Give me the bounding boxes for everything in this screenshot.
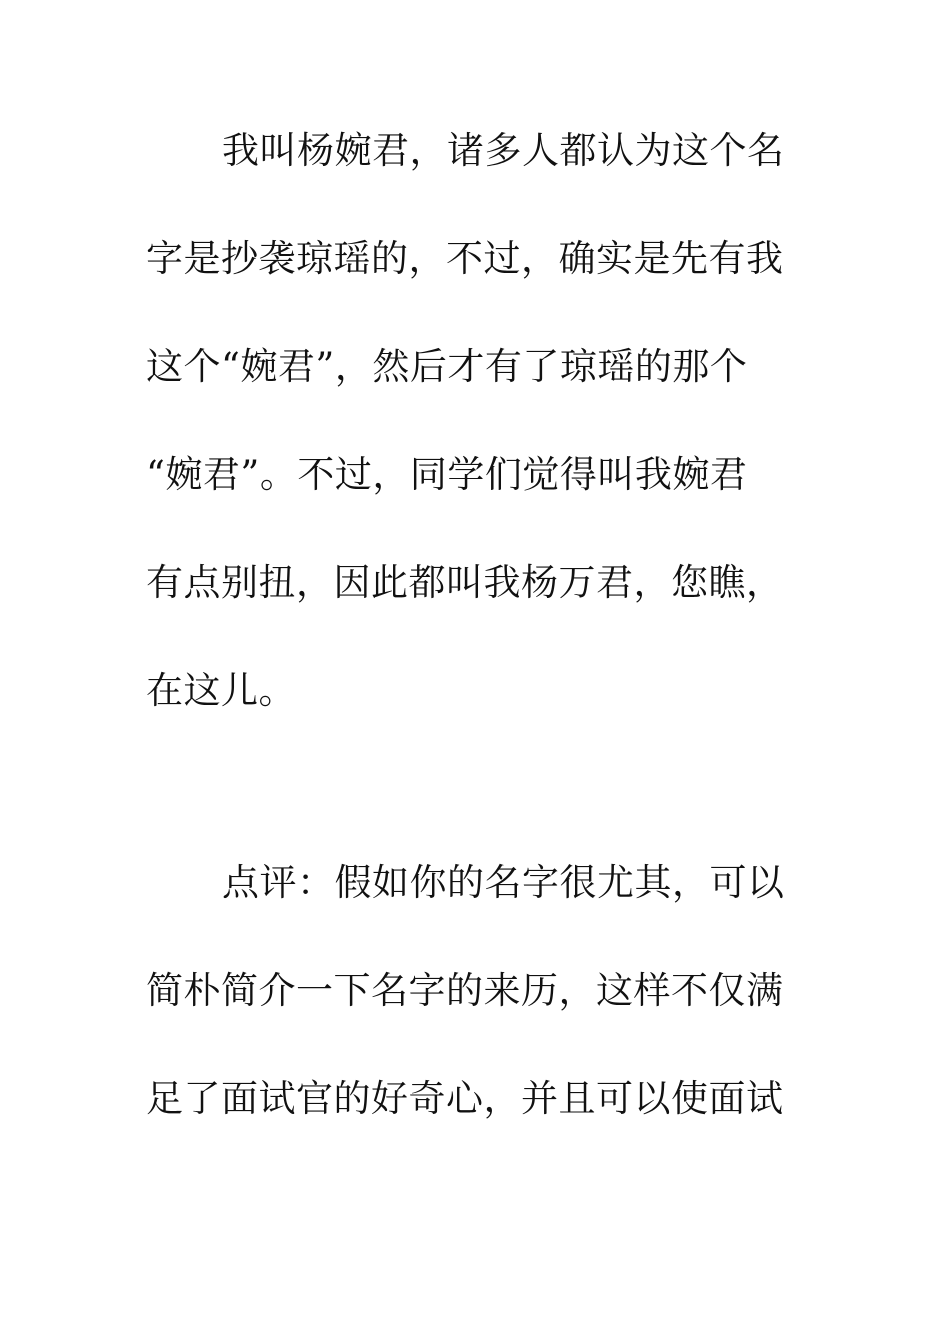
paragraph-line: 我叫杨婉君，诸多人都认为这个名 xyxy=(222,129,785,172)
paragraph-line: 足了面试官的好奇心，并且可以使面试 xyxy=(146,1077,784,1120)
paragraph-line: 点评：假如你的名字很尤其，可以 xyxy=(222,861,785,904)
paragraph-line: 有点别扭，因此都叫我杨万君，您瞧， xyxy=(146,561,784,604)
paragraph-line: 这个“婉君”，然后才有了琼瑶的那个 xyxy=(146,345,748,388)
paragraph-line: “婉君”。不过，同学们觉得叫我婉君 xyxy=(146,453,748,496)
paragraph-line: 字是抄袭琼瑶的，不过，确实是先有我 xyxy=(146,237,784,280)
paragraph-line: 在这儿。 xyxy=(146,669,296,712)
paragraph-line: 简朴简介一下名字的来历，这样不仅满 xyxy=(146,969,784,1012)
